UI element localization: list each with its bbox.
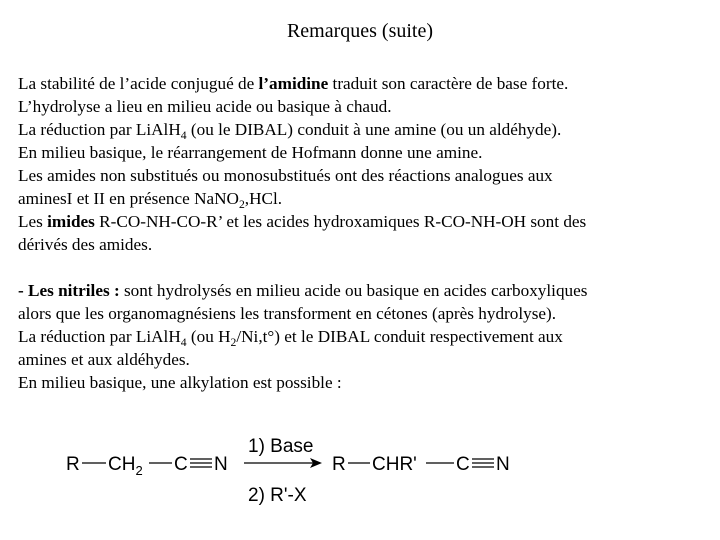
nano2-line: aminesI et II en présence NaNO$_2$,HCl. [18,189,283,211]
scheme-r-left: R [66,454,80,475]
derived-amides-line: dérivés des amides. [18,235,153,254]
hydrolysis-line: L’hydrolyse a lieu en milieu acide ou basique à chaud. [18,97,392,116]
alkylation-line: En milieu basique, une alkylation est possible : [18,373,342,392]
reaction-scheme-svg [60,425,540,525]
scheme-chr: CHR' [372,454,417,475]
substituted-amides-line: Les amides non substitués ou monosubstitués ont des réactions analogues aux [18,166,553,185]
nitrile-reduction-line: La réduction par LiAlH$_4$ (ou $H_2/Ni,t^\circ$) et le DIBAL conduit respectivement aux [18,327,563,349]
paragraph-gap [18,256,708,279]
scheme-ch2: $CH_2$ [108,454,143,478]
reduction-line: La réduction par LiAlH$_4$ (ou le DIBAL) conduit à une amine (ou un aldéhyde). [18,120,562,142]
scheme-r-right: R [332,454,346,475]
page-title: Remarques (suite) [286,20,434,42]
scheme-n-right: N [496,454,510,475]
scheme-n-left: N [214,454,228,475]
amines-aldehydes-line: amines et aux aldéhydes. [18,350,190,369]
scheme-step1: 1) Base [248,436,314,457]
scheme-c-right: C [456,454,470,475]
imides-line: Les imides R-CO-NH-CO-R’ et les acides hydroxamiques R-CO-NH-OH sont des [18,212,587,231]
amidine-term: l’amidine [258,74,329,93]
organomagnesium-line: alors que les organomagnésiens les transforment en cétones (après hydrolyse). [18,304,557,323]
alkylation-scheme [60,425,540,525]
amidine-line: La stabilité de l’acide conjugué de l’amidine traduit son caractère de base forte. [18,74,569,93]
imides-term: imides [47,212,95,231]
nitriles-term: - Les nitriles : [18,281,120,300]
nitriles-line: - Les nitriles : sont hydrolysés en milieu acide ou basique en acides carboxyliques [18,281,588,300]
scheme-step2: 2) R'-X [248,485,307,506]
hofmann-line: En milieu basique, le réarrangement de Hofmann donne une amine. [18,143,483,162]
scheme-c-left: C [174,454,188,475]
remarks-text [18,72,708,394]
